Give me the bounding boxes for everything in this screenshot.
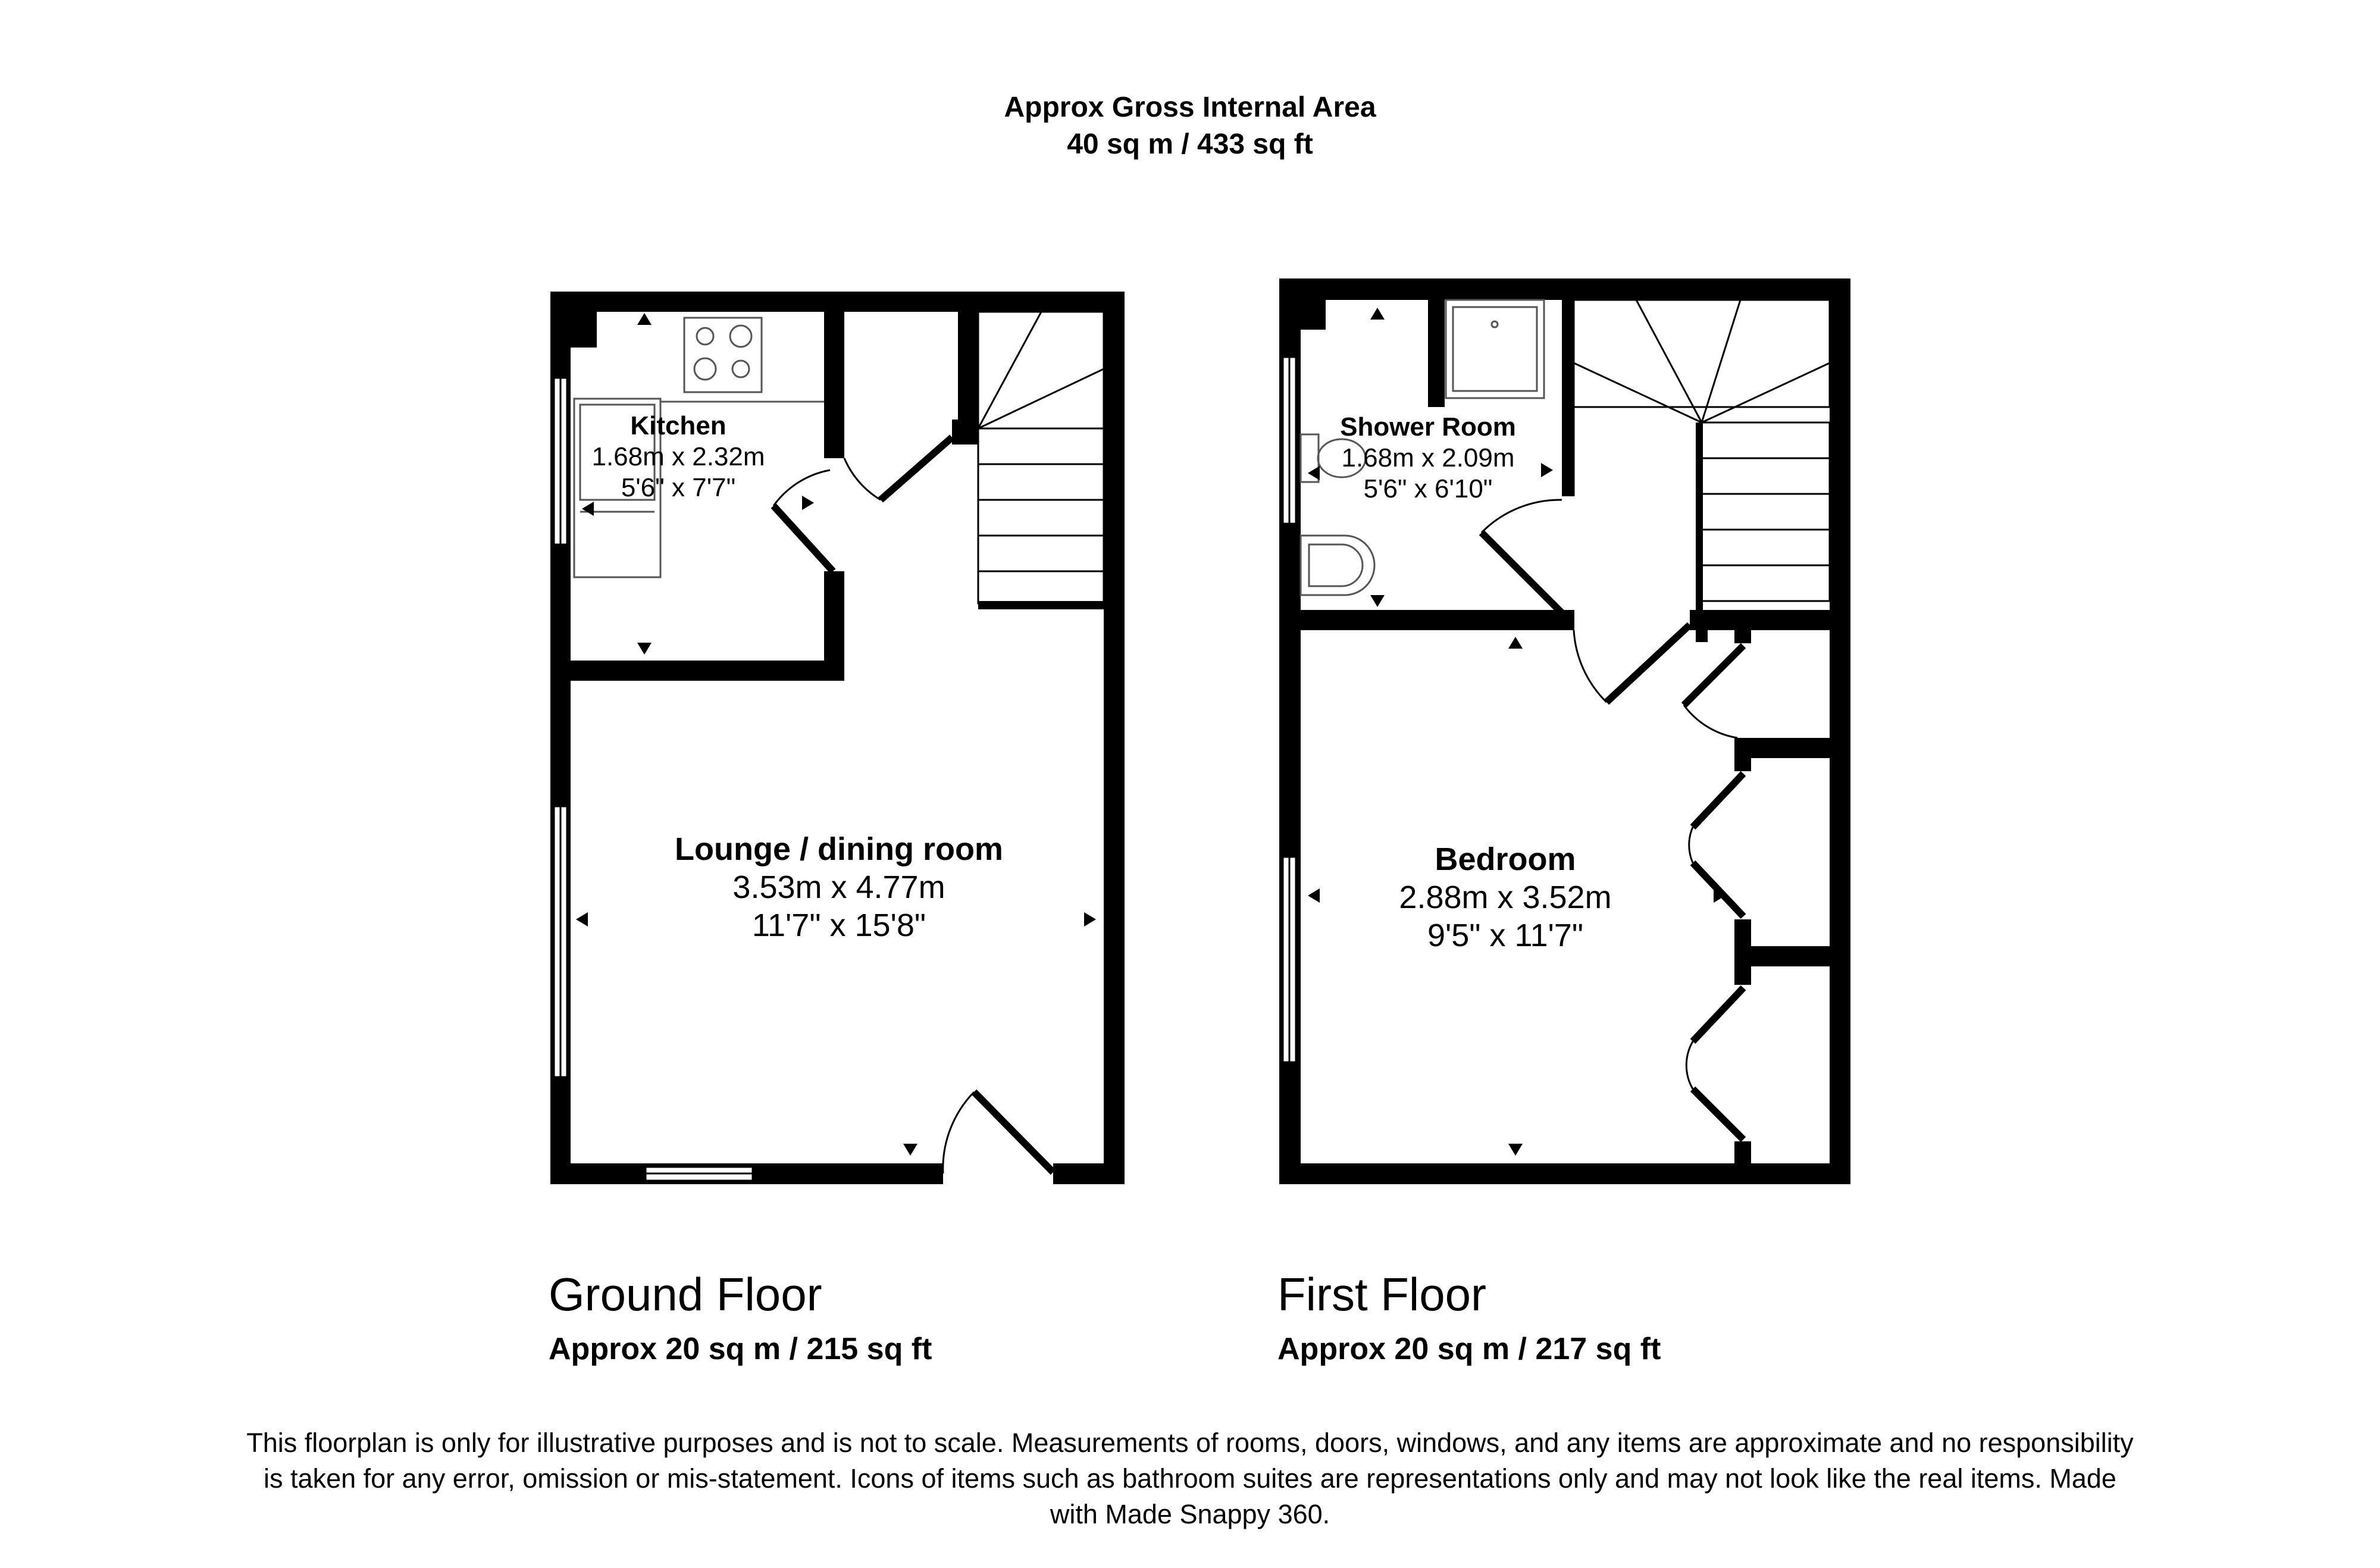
room-label-kitchen	[553, 411, 803, 503]
first-floor-doors	[1482, 500, 1743, 1140]
room-name: Lounge / dining room	[675, 831, 1003, 867]
first-floor-name: First Floor	[1277, 1268, 1486, 1320]
disclaimer-text: This floorplan is only for illustrative purposes and is not to scale. Measurements of rooms, doors, windows, and any items are approximate and no responsibility is taken for any error, omission or mis-statement. Icons of items such as bathroom suites are representations only and may not look like the real items. Made with Made Snappy 360.	[246, 1428, 2134, 1529]
first-floor-area: Approx 20 sq m / 217 sq ft	[1277, 1332, 1661, 1366]
room-name: Kitchen	[630, 411, 726, 440]
room-metric: 2.88m x 3.52m	[1399, 880, 1612, 915]
first-floor-stairs-wall	[1696, 422, 1703, 610]
plan-title: Approx Gross Internal Area	[1004, 92, 1376, 123]
room-metric: 1.68m x 2.09m	[1341, 443, 1515, 472]
total-area: 40 sq m / 433 sq ft	[1067, 129, 1313, 160]
hob-icon	[684, 318, 762, 392]
room-metric: 1.68m x 2.32m	[591, 442, 765, 471]
room-metric: 3.53m x 4.77m	[732, 869, 945, 905]
room-imperial: 5'6" x 6'10"	[1363, 474, 1493, 503]
basin-icon	[1301, 536, 1374, 595]
shower-tray-icon	[1446, 300, 1544, 398]
ground-floor-doors	[774, 437, 1053, 1173]
ground-floor-stairs	[978, 312, 1104, 603]
room-name: Shower Room	[1340, 412, 1516, 442]
room-imperial: 9'5" x 11'7"	[1427, 918, 1584, 953]
ground-floor-area: Approx 20 sq m / 215 sq ft	[549, 1332, 932, 1366]
room-imperial: 11'7" x 15'8"	[751, 907, 926, 943]
ground-floor-stairs-wall	[978, 601, 1104, 609]
room-name: Bedroom	[1435, 841, 1576, 877]
ground-floor-name: Ground Floor	[549, 1268, 822, 1320]
room-label-bedroom	[1333, 840, 1678, 954]
room-imperial: 5'6" x 7'7"	[621, 473, 736, 502]
room-label-lounge	[595, 830, 1083, 944]
room-label-shower-room	[1309, 412, 1547, 505]
